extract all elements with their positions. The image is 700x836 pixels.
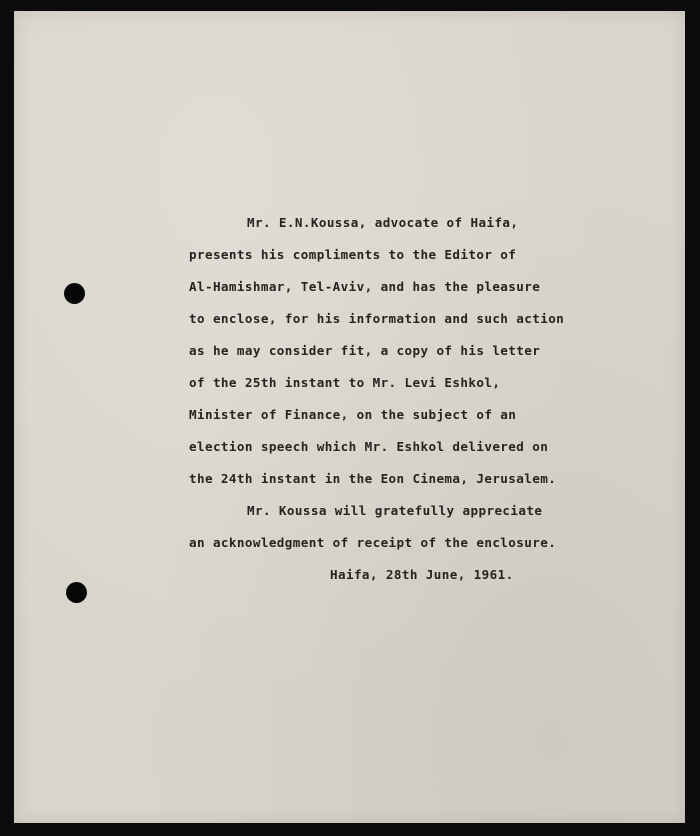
letter-line-8: election speech which Mr. Eshkol delivered on [189, 439, 549, 454]
punch-hole-top [64, 283, 85, 304]
letter-line-6: of the 25th instant to Mr. Levi Eshkol, [189, 375, 501, 390]
punch-hole-bottom [66, 582, 87, 603]
letter-date: Haifa, 28th June, 1961. [330, 567, 514, 582]
letter-line-1: Mr. E.N.Koussa, advocate of Haifa, [247, 215, 519, 230]
document-page [14, 11, 685, 823]
letter-line-11: an acknowledgment of receipt of the enclosure. [189, 535, 557, 550]
letter-line-10: Mr. Koussa will gratefully appreciate [247, 503, 543, 518]
letter-line-9: the 24th instant in the Eon Cinema, Jerusalem. [189, 471, 557, 486]
letter-line-3: Al-Hamishmar, Tel-Aviv, and has the pleasure [189, 279, 541, 294]
letter-line-2: presents his compliments to the Editor of [189, 247, 517, 262]
letter-line-7: Minister of Finance, on the subject of an [189, 407, 517, 422]
letter-line-4: to enclose, for his information and such action [189, 311, 565, 326]
letter-line-5: as he may consider fit, a copy of his letter [189, 343, 541, 358]
